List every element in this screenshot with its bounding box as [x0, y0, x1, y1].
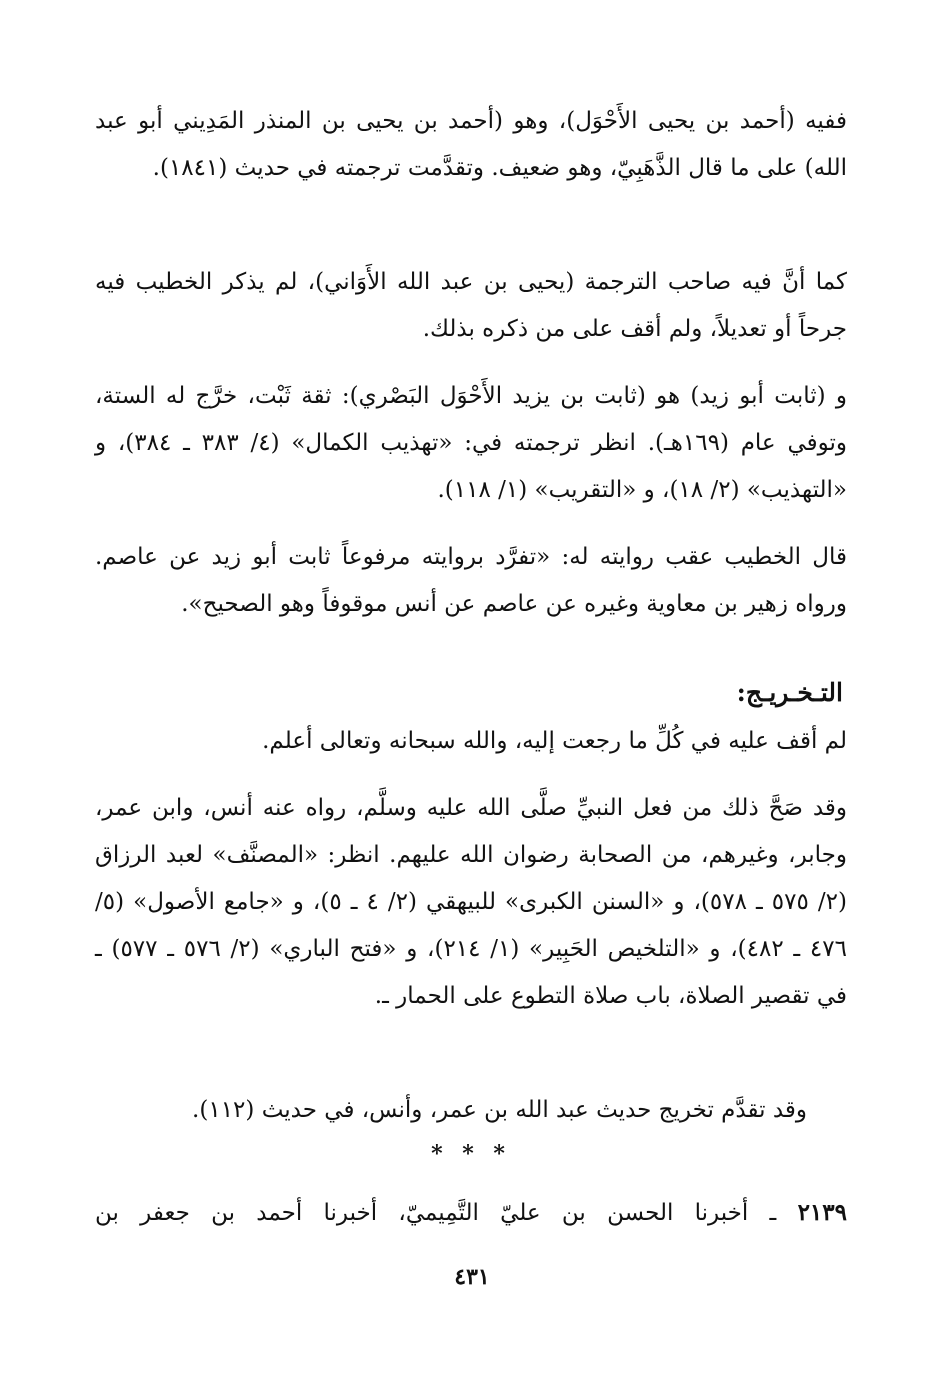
spacer	[95, 353, 847, 373]
spacer	[95, 628, 847, 668]
paragraph-narrator-ahmad: ففيه (أحمد بن يحيى الأَحْوَل)، وهو (أحمد بن يحيى بن المنذر المَدِيني أبو عبد الله) على ما قال الذَّهَبِيّ، وهو ضعيف. وتقدَّمت ترجمته في حديث (١٨٤١).	[95, 108, 847, 181]
section-heading-takhrij: التـخـريـج:	[736, 678, 843, 707]
hadith-entry	[95, 1189, 847, 1237]
spacer	[95, 239, 847, 259]
hadith-number: ٢١٣٩	[797, 1199, 847, 1226]
paragraph-narrator-thabit: و (ثابت أبو زيد) هو (ثابت بن يزيد الأَحْوَل البَصْري): ثقة ثَبْت، خرَّج له الستة، وتوفي عام (١٦٩هـ). انظر ترجمته في: «تهذيب الكمال» (٤/ ٣٨٣ ـ ٣٨٤)، و «التهذيب» (٢/ ١٨)، و «التقريب» (١/ ١١٨).	[95, 383, 847, 503]
paragraph-khatib-comment: قال الخطيب عقب روايته له: «تفرَّد بروايته مرفوعاً ثابت أبو زيد عن عاصم. ورواه زهير بن معاوية وغيره عن عاصم عن أنس موقوفاً وهو الصحيح».	[95, 544, 847, 617]
spacer	[95, 514, 847, 534]
spacer	[95, 765, 847, 785]
section-separator: * * *	[431, 1141, 511, 1167]
paragraph-narrator-yahya: كما أنَّ فيه صاحب الترجمة (يحيى بن عبد الله الأَوَاني)، لم يذكر الخطيب فيه جرحاً أو تعديلاً، ولم أقف على من ذكره بذلك.	[95, 269, 847, 342]
page-body	[95, 98, 847, 1237]
page-number: ٤٣١	[454, 1264, 490, 1290]
paragraph-takhrij-sources: وقد صَحَّ ذلك من فعل النبيِّ صلَّى الله عليه وسلَّم، رواه عنه أنس، وابن عمر، وجابر، وغيرهم، من الصحابة رضوان الله عليهم. انظر: «المصنَّف» لعبد الرزاق (٢/ ٥٧٥ ـ ٥٧٨)، و «السنن الكبرى» للبيهقي (٢/ ٤ ـ ٥)، و «جامع الأصول» (٥/ ٤٧٦ ـ ٤٨٢)، و «التلخيص الحَبِير» (١/ ٢١٤)، و «فتح الباري» (٢/ ٥٧٦ ـ ٥٧٧) ـ في تقصير الصلاة، باب صلاة التطوع على الحمار ـ.	[95, 795, 847, 1009]
spacer	[95, 1067, 847, 1087]
paragraph-takhrij-note: وقد تقدَّم تخريج حديث عبد الله بن عمر، وأنس، في حديث (١١٢).	[192, 1097, 807, 1123]
paragraph-takhrij-intro: لم أقف عليه في كُلِّ ما رجعت إليه، والله سبحانه وتعالى أعلم.	[262, 728, 847, 754]
hadith-text: ـ أخبرنا الحسن بن عليّ التَّمِيميّ، أخبرنا أحمد بن جعفر بن	[95, 1200, 777, 1226]
